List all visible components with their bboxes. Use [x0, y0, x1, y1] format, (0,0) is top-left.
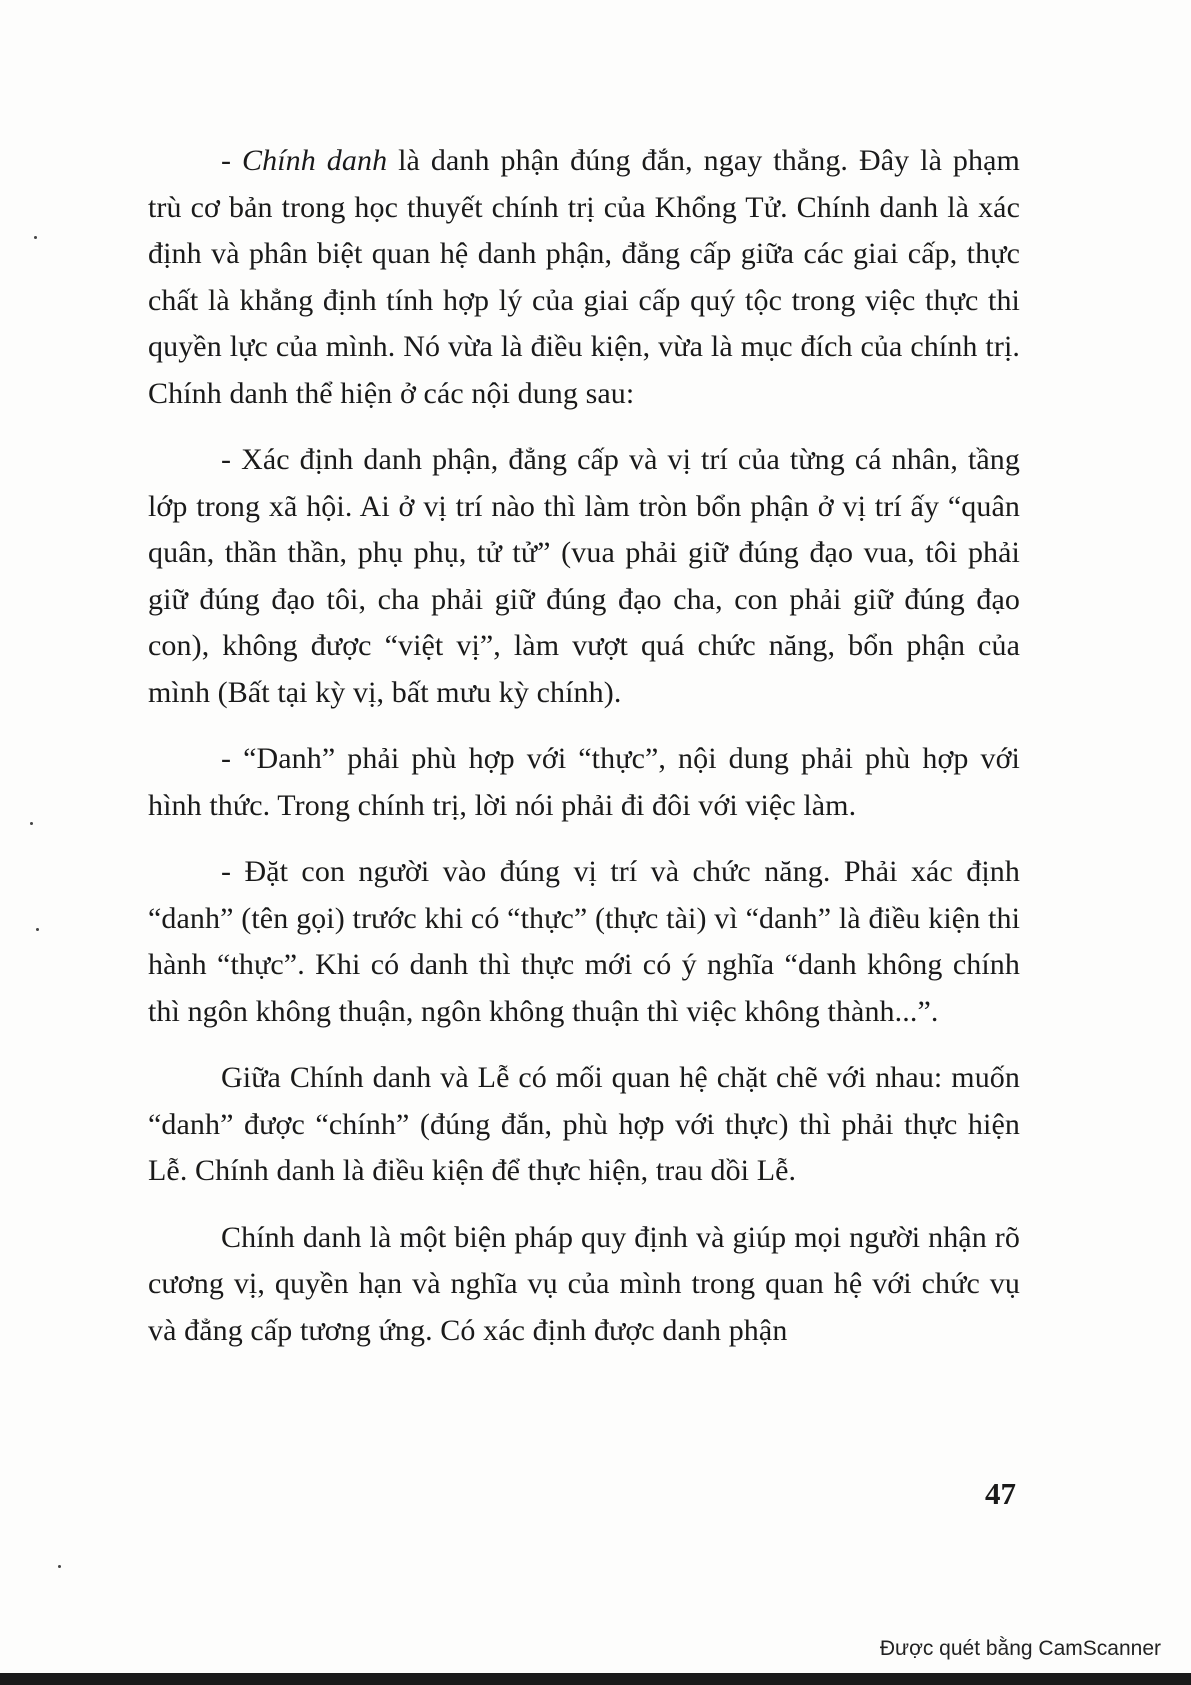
scan-speck [58, 1565, 61, 1568]
paragraph-chinh-danh-va-le: Giữa Chính danh và Lễ có mối quan hệ chặt chẽ với nhau: muốn “danh” được “chính” (đúng đắn, phù hợp với thực) thì phải thực hiện Lễ. Chính danh là điều kiện để thực hiện, trau dồi Lễ. [148, 1061, 1020, 1187]
scan-speck [36, 928, 39, 931]
paragraph-dat-con-nguoi: - Đặt con người vào đúng vị trí và chức năng. Phải xác định “danh” (tên gọi) trước khi có “thực” (thực tài) vì “danh” là điều kiện thi hành “thực”. Khi có danh thì thực mới có ý nghĩa “danh không chính thì ngôn không thuận, ngôn không thuận thì việc không thành...”. [148, 855, 1020, 1028]
scan-speck [30, 822, 33, 825]
paragraph-xac-dinh-danh-phan: - Xác định danh phận, đẳng cấp và vị trí của từng cá nhân, tầng lớp trong xã hội. Ai ở vị trí nào thì làm tròn bổn phận ở vị trí ấy “quân quân, thần thần, phụ phụ, tử tử” (vua phải giữ đúng đạo vua, tôi phải giữ đúng đạo tôi, cha phải giữ đúng đạo cha, con phải giữ đúng đạo con), không được “việt vị”, làm vượt quá chức năng, bổn phận của mình (Bất tại kỳ vị, bất mưu kỳ chính). [148, 443, 1020, 709]
term-chinh-danh: Chính danh [242, 144, 388, 177]
camscanner-watermark: Được quét bằng CamScanner [879, 1637, 1161, 1660]
page-number: 47 [985, 1476, 1016, 1511]
scan-speck [34, 236, 37, 239]
body-text [148, 138, 1020, 1374]
paragraph-lead: - [221, 144, 243, 177]
paragraph-chinh-danh-definition [148, 138, 1020, 417]
paragraph-text: là danh phận đúng đắn, ngay thẳng. Đây là phạm trù cơ bản trong học thuyết chính trị của Khổng Tử. Chính danh là xác định và phân biệt quan hệ danh phận, đẳng cấp giữa các giai cấp, thực chất là khẳng định tính hợp lý của giai cấp quý tộc trong việc thực thi quyền lực của mình. Nó vừa là điều kiện, vừa là mục đích của chính trị. Chính danh thể hiện ở các nội dung sau: [148, 144, 1020, 410]
paragraph-bien-phap: Chính danh là một biện pháp quy định và giúp mọi người nhận rõ cương vị, quyền hạn và nghĩa vụ của mình trong quan hệ với chức vụ và đẳng cấp tương ứng. Có xác định được danh phận [148, 1220, 1020, 1347]
scan-bottom-edge [0, 1673, 1191, 1685]
paragraph-danh-thuc: - “Danh” phải phù hợp với “thực”, nội dung phải phù hợp với hình thức. Trong chính trị, lời nói phải đi đôi với việc làm. [148, 742, 1020, 822]
